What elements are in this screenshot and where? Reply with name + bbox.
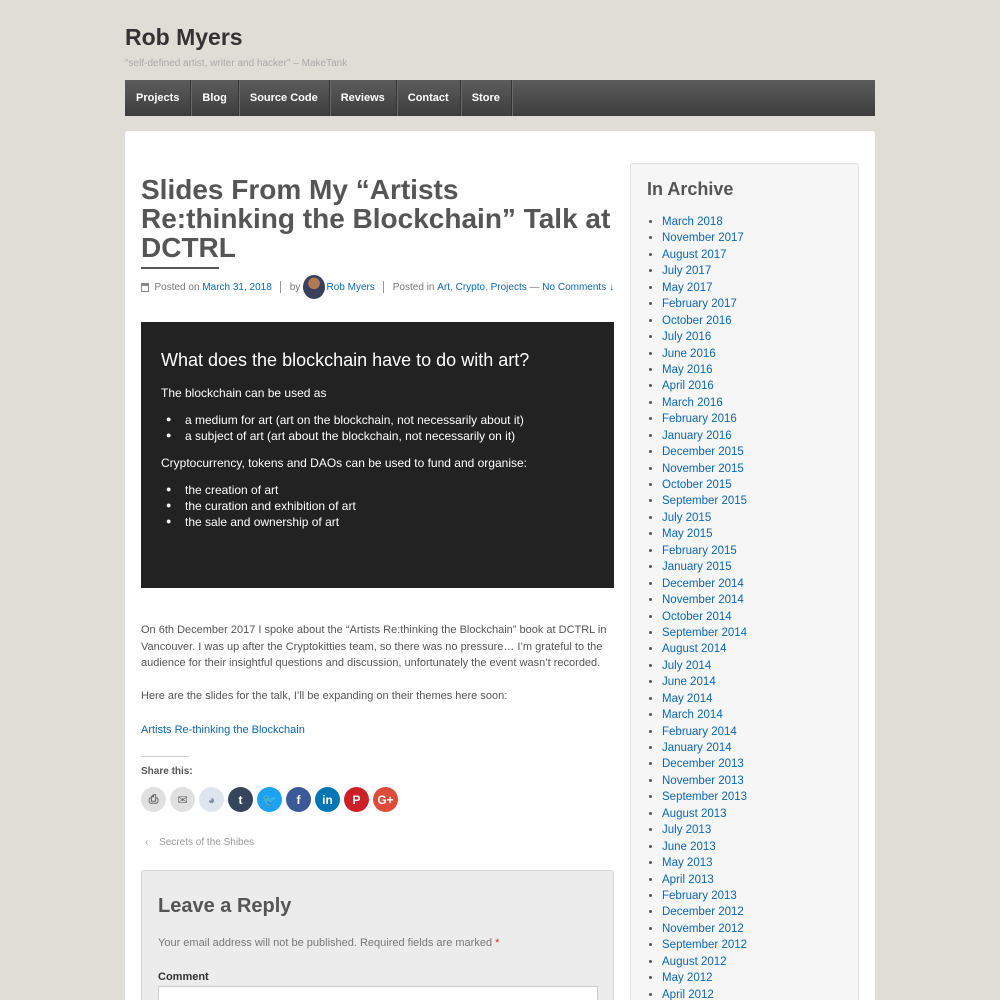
archive-item	[662, 280, 747, 296]
slide-image	[141, 322, 614, 588]
reply-note-text: Your email address will not be published. Required fields are marked	[158, 937, 493, 949]
pinterest-icon: P	[352, 792, 361, 807]
nav-contact[interactable]: Contact	[397, 80, 461, 116]
share-label: Share this:	[141, 766, 193, 777]
posted-in-label: Posted in	[392, 281, 435, 293]
archive-link[interactable]: August 2014	[662, 643, 727, 656]
archive-item	[662, 230, 747, 246]
comments-link[interactable]: No Comments ↓	[542, 281, 614, 293]
post-navigation	[145, 837, 254, 848]
archive-link[interactable]: September 2013	[662, 791, 748, 804]
slide-bullet: ● the curation and exhibition of art	[185, 499, 356, 513]
archive-link[interactable]: March 2014	[662, 709, 723, 722]
archive-link[interactable]: January 2014	[662, 742, 732, 754]
archive-link[interactable]: February 2017	[662, 298, 737, 311]
share-divider	[141, 756, 189, 757]
archive-link[interactable]: April 2016	[662, 380, 714, 393]
archive-link[interactable]: August 2017	[662, 248, 727, 261]
post-paragraph: On 6th December 2017 I spoke about the “Artists Re:thinking the Blockchain” book at DCTRL in Vancouver. I was up after the Cryptokitties team, so there was no pressure… I’m grateful to the audience for their insightful questions and discussion, unfortunately the event wasn’t recorded.	[141, 624, 607, 669]
archive-list	[662, 214, 747, 1000]
archive-item	[662, 477, 747, 493]
archive-item	[662, 839, 747, 855]
archive-item	[662, 592, 747, 608]
archive-title: In Archive	[647, 179, 734, 199]
nav-reviews[interactable]: Reviews	[330, 80, 397, 116]
archive-link[interactable]: May 2012	[662, 972, 713, 985]
archive-item	[662, 576, 747, 592]
slide-bullet: ● the sale and ownership of art	[185, 515, 339, 529]
category-art-link[interactable]: Art	[437, 281, 451, 293]
meta-separator	[280, 281, 281, 293]
archive-item	[662, 789, 747, 805]
archive-item	[662, 756, 747, 772]
archive-item	[662, 707, 747, 723]
comment-textarea[interactable]	[158, 986, 598, 1000]
share-buttons	[141, 787, 402, 812]
archive-item	[662, 625, 747, 641]
archive-item	[662, 510, 747, 526]
linkedin-icon: in	[322, 792, 333, 807]
post-date-link[interactable]: March 31, 2018	[202, 281, 272, 293]
archive-item	[662, 921, 747, 937]
archive-link[interactable]: December 2012	[662, 906, 744, 919]
archive-link[interactable]: September 2014	[662, 626, 748, 639]
calendar-icon	[141, 283, 149, 292]
archive-link[interactable]: November 2015	[662, 462, 744, 475]
facebook-icon: f	[296, 792, 301, 807]
by-label: by	[289, 281, 301, 293]
archive-link[interactable]: September 2012	[662, 939, 748, 952]
site-description: "self-defined artist, writer and hacker" – MakeTank	[125, 58, 348, 69]
nav-blog[interactable]: Blog	[191, 80, 238, 116]
archive-item	[662, 954, 747, 970]
archive-item	[662, 724, 747, 740]
archive-item	[662, 674, 747, 690]
archive-item	[662, 247, 747, 263]
archive-item	[662, 822, 747, 838]
archive-item	[662, 461, 747, 477]
archive-item	[662, 937, 747, 953]
archive-link[interactable]: August 2012	[662, 955, 727, 968]
archive-link[interactable]: December 2015	[662, 446, 744, 459]
post-paragraph: Here are the slides for the talk, I’ll be expanding on their themes here soon:	[141, 690, 508, 702]
reply-title: Leave a Reply	[158, 895, 292, 917]
archive-link[interactable]: November 2013	[662, 774, 744, 787]
main-container	[125, 131, 875, 1000]
archive-link[interactable]: December 2014	[662, 577, 744, 590]
archive-item	[662, 806, 747, 822]
archive-item	[662, 904, 747, 920]
category-projects-link[interactable]: Projects	[490, 281, 527, 293]
archive-item	[662, 526, 747, 542]
archive-link[interactable]: November 2017	[662, 232, 744, 245]
archive-link[interactable]: May 2013	[662, 857, 713, 870]
archive-item	[662, 740, 747, 756]
archive-link[interactable]: July 2013	[662, 824, 712, 837]
share-email-button[interactable]	[170, 787, 195, 812]
archive-item	[662, 888, 747, 904]
share-linkedin-button[interactable]	[315, 787, 340, 812]
twitter-icon: 🐦	[262, 792, 277, 807]
author-avatar[interactable]	[303, 275, 325, 299]
tumblr-icon: t	[238, 792, 243, 807]
archive-item	[662, 313, 747, 329]
archive-link[interactable]: May 2016	[662, 363, 713, 376]
archive-item	[662, 641, 747, 657]
share-google-plus-button[interactable]	[373, 787, 398, 812]
archive-item	[662, 691, 747, 707]
archive-link[interactable]: April 2012	[662, 988, 714, 1000]
main-nav	[125, 80, 875, 116]
archive-item	[662, 395, 747, 411]
archive-item	[662, 609, 747, 625]
archive-item	[662, 214, 747, 230]
share-tumblr-button[interactable]	[228, 787, 253, 812]
archive-link[interactable]: August 2013	[662, 807, 727, 820]
archive-item	[662, 559, 747, 575]
slide-bullet: ● a medium for art (art on the blockchain, not necessarily about it)	[185, 413, 524, 427]
slide-intro: The blockchain can be used as	[161, 386, 327, 400]
posted-on-label: Posted on	[154, 281, 200, 293]
archive-link[interactable]: November 2014	[662, 594, 744, 607]
archive-item	[662, 658, 747, 674]
share-twitter-button[interactable]	[257, 787, 282, 812]
share-facebook-button[interactable]	[286, 787, 311, 812]
archive-item	[662, 296, 747, 312]
archive-item	[662, 362, 747, 378]
comment-form	[141, 870, 614, 1000]
archive-link[interactable]: January 2015	[662, 561, 732, 574]
archive-link[interactable]: October 2016	[662, 314, 732, 327]
author-link[interactable]: Rob Myers	[326, 281, 375, 293]
archive-item	[662, 773, 747, 789]
archive-link[interactable]: June 2014	[662, 676, 716, 689]
share-print-button[interactable]	[141, 787, 166, 812]
slide-bullet: ● the creation of art	[185, 483, 278, 497]
required-mark: *	[495, 937, 500, 949]
post-meta: Posted on March 31, 2018 by Rob Myers Posted in Art , Crypto , Projects — No Comments ↓	[141, 275, 614, 299]
archive-item	[662, 428, 747, 444]
archive-link[interactable]: July 2014	[662, 659, 712, 672]
archive-item	[662, 263, 747, 279]
google-plus-icon: G+	[377, 792, 394, 807]
archive-item	[662, 872, 747, 888]
meta-dash: —	[529, 281, 540, 293]
site-title[interactable]: Rob Myers	[125, 24, 243, 50]
slide-heading: What does the blockchain have to do with art?	[161, 350, 530, 370]
share-reddit-button[interactable]	[199, 787, 224, 812]
print-icon: ⎙	[148, 792, 159, 806]
archive-link[interactable]: January 2016	[662, 429, 732, 442]
archive-item	[662, 378, 747, 394]
chevron-left-icon: ‹	[145, 837, 149, 848]
archive-link[interactable]: October 2015	[662, 479, 732, 491]
share-pinterest-button[interactable]	[344, 787, 369, 812]
archive-link[interactable]: March 2016	[662, 396, 723, 409]
archive-item	[662, 411, 747, 427]
nav-store[interactable]: Store	[461, 80, 512, 116]
sidebar	[630, 163, 859, 1000]
post-title: Slides From My “Artists Re:thinking the Blockchain” Talk at DCTRL	[141, 174, 611, 263]
archive-item	[662, 444, 747, 460]
archive-item	[662, 543, 747, 559]
slide-intro-2: Cryptocurrency, tokens and DAOs can be used to fund and organise:	[161, 456, 527, 470]
archive-link[interactable]: May 2017	[662, 281, 713, 294]
category-crypto-link[interactable]: Crypto	[455, 281, 486, 293]
nav-projects[interactable]: Projects	[125, 80, 191, 116]
slides-link[interactable]: Artists Re-thinking the Blockchain	[141, 724, 305, 736]
reply-note	[158, 937, 499, 949]
meta-separator	[383, 281, 384, 293]
archive-item	[662, 855, 747, 871]
archive-link[interactable]: October 2014	[662, 610, 732, 623]
previous-post-link[interactable]: Secrets of the Shibes	[159, 837, 255, 848]
nav-source-code[interactable]: Source Code	[239, 80, 330, 116]
archive-link[interactable]: March 2018	[662, 216, 723, 228]
archive-item	[662, 970, 747, 986]
archive-link[interactable]: November 2012	[662, 922, 744, 935]
archive-item	[662, 346, 747, 362]
archive-item	[662, 329, 747, 345]
comment-label: Comment	[158, 971, 209, 983]
archive-link[interactable]: February 2015	[662, 544, 737, 557]
archive-link[interactable]: June 2016	[662, 347, 716, 360]
email-icon: ✉	[177, 792, 188, 807]
archive-link[interactable]: July 2015	[662, 511, 712, 524]
archive-link[interactable]: December 2013	[662, 758, 744, 771]
archive-link[interactable]: May 2015	[662, 528, 713, 541]
archive-link[interactable]: July 2017	[662, 265, 712, 278]
archive-link[interactable]: April 2013	[662, 873, 714, 886]
archive-item	[662, 987, 747, 1000]
archive-item	[662, 493, 747, 509]
archive-link[interactable]: February 2013	[662, 889, 737, 902]
archive-link[interactable]: May 2014	[662, 692, 713, 705]
archive-link[interactable]: July 2016	[662, 331, 712, 344]
archive-link[interactable]: September 2015	[662, 495, 748, 508]
archive-link[interactable]: February 2014	[662, 725, 737, 738]
reddit-icon: ◕	[207, 792, 216, 807]
slide-bullet: ● a subject of art (art about the blockchain, not necessarily on it)	[185, 429, 515, 443]
archive-link[interactable]: February 2016	[662, 413, 737, 426]
archive-link[interactable]: June 2013	[662, 840, 716, 853]
title-underline	[141, 267, 219, 269]
